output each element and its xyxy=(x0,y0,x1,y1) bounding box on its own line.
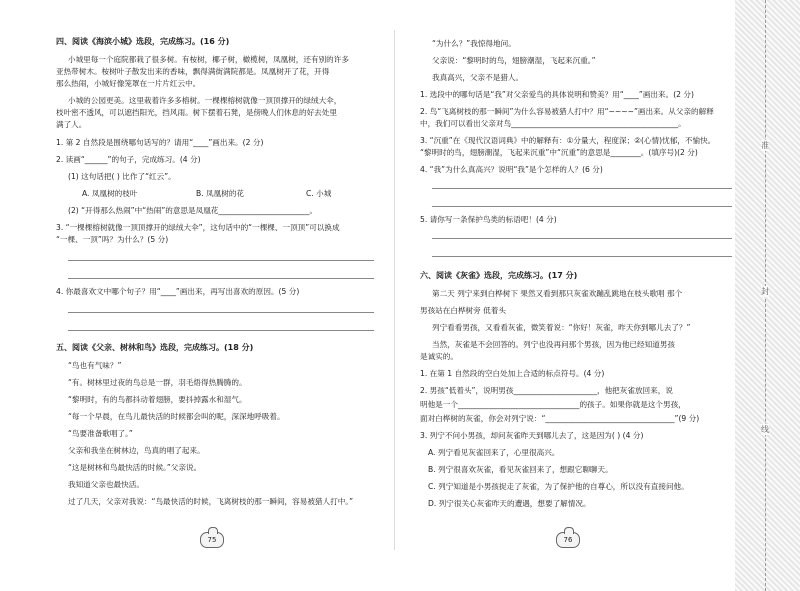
passage-line: “这是树林和鸟最快活的时候。”父亲说。 xyxy=(68,463,202,472)
question-1: 1. 在第 1 自然段的空白处加上合适的标点符号。(4 分) xyxy=(420,369,605,378)
passage-line: “鸟要准备歌唱了。” xyxy=(68,429,133,438)
paragraph-line: 小城里每一个庭院都栽了很多树。有桉树，椰子树，橄榄树，凤凰树，还有别的许多 xyxy=(68,55,349,64)
question-4: 4. 你最喜欢文中哪个句子？用“____”画出来，再写出喜欢的原因。(5 分) xyxy=(56,287,300,296)
answer-line[interactable] xyxy=(68,260,374,261)
binding-mark: 封 xyxy=(761,287,769,296)
question-4: 4. “我”为什么真高兴？说明“我”是个怎样的人？(6 分) xyxy=(420,165,603,174)
option-b[interactable]: B. 列宁很喜欢灰雀，看见灰雀回来了，想跟它聊聊天。 xyxy=(428,465,613,474)
passage-line: 父亲和我坐在树林边，鸟真的唱了起来。 xyxy=(68,446,205,455)
question-3: 3. “沉重”在《现代汉语词典》中的解释有：①分量大，程度深；②(心情)忧郁，不愉快。 xyxy=(420,136,716,145)
section-6-title: 六、阅读《灰雀》选段，完成练习。(17 分) xyxy=(420,271,578,280)
page-number: 75 xyxy=(200,532,224,548)
paragraph-line: 亚热带树木。桉树叶子散发出来的香味，飘得满街满院都是。凤凰树开了花，开得 xyxy=(56,67,330,76)
passage-line: “有。树林里过夜的鸟总是一群，羽毛焐得热腾腾的。 xyxy=(68,378,247,387)
option-c[interactable]: C. 小城 xyxy=(306,189,332,198)
option-d[interactable]: D. 列宁很关心灰雀昨天的遭遇，想要了解情况。 xyxy=(428,499,591,508)
passage-line: 父亲说：“黎明时的鸟，翅膀潮湿，飞起来沉重。” xyxy=(432,56,596,65)
answer-line[interactable] xyxy=(432,256,732,257)
answer-line[interactable] xyxy=(432,206,732,207)
option-a[interactable]: A. 凤凰树的枝叶 xyxy=(82,189,138,198)
binding-strip xyxy=(735,0,800,591)
answer-line[interactable] xyxy=(432,238,732,239)
passage-line: 男孩站在白桦树旁 低着头 xyxy=(420,306,506,315)
option-b[interactable]: B. 凤凰树的花 xyxy=(196,189,245,198)
answer-line[interactable] xyxy=(68,330,374,331)
question-2: 2. 男孩“低着头”，说明男孩______________________，他把灰雀放回来，说 xyxy=(420,386,673,395)
option-c[interactable]: C. 列宁知道是小男孩捉走了灰雀，为了保护他的自尊心，所以没有直接问他。 xyxy=(428,482,689,491)
answer-line[interactable] xyxy=(68,278,374,279)
paragraph-line: 枝叶密不透风，可以遮挡阳光，挡风雨。树下摆着石凳，是傍晚人们休息的好去处里 xyxy=(56,108,337,117)
question-2-1: (1) 这句话把( ) 比作了“红云”。 xyxy=(68,172,176,181)
passage-line: 当然，灰雀是不会回答的。列宁也没再问那个男孩，因为他已经知道男孩 xyxy=(432,340,675,349)
passage-line: 列宁看看男孩，又看看灰雀，微笑着说：“你好！灰雀，昨天你到哪儿去了？” xyxy=(432,323,691,332)
paragraph-line: 那么热闹，小城好像笼罩在一片片红云中。 xyxy=(56,79,201,88)
page-number: 76 xyxy=(556,532,580,548)
question-3: 3. 列宁不问小男孩，却问灰雀昨天到哪儿去了，这是因为( ) (4 分) xyxy=(420,431,644,440)
answer-line[interactable] xyxy=(68,312,374,313)
page-divider xyxy=(394,30,395,550)
binding-mark: 线 xyxy=(761,425,769,434)
passage-line: 我知道父亲也最快活。 xyxy=(68,480,144,489)
passage-line: “为什么？”我惊得地问。 xyxy=(432,39,516,48)
question-2-cont: 中，我们可以看出父亲对鸟____________________________________________。 xyxy=(420,119,686,128)
binding-mark: 准 xyxy=(761,141,769,150)
passage-line: “鸟也有气味？” xyxy=(68,361,122,370)
question-2-cont: 明他是一个________________________________的孩子。如果你就是这个男孩， xyxy=(420,400,686,409)
question-2-2: (2) “开得那么热闹”中“热闹”的意思是凤凰花________________________。 xyxy=(68,206,318,215)
paragraph-line: 满了人。 xyxy=(56,120,87,129)
answer-line[interactable] xyxy=(432,188,732,189)
section-4-title: 四、阅读《海滨小城》选段，完成练习。(16 分) xyxy=(56,37,230,46)
question-2: 2. 鸟“飞离树枝的那一瞬间”为什么容易被猎人打中？用“~~~~”画出来。从父亲的解释 xyxy=(420,107,714,116)
question-5: 5. 请你写一条保护鸟类的标语吧！(4 分) xyxy=(420,215,557,224)
passage-line: “每一个早晨，在鸟儿最快活的时候都会叫的呢，深深地呼吸着。 xyxy=(68,412,285,421)
passage-line: 我真高兴，父亲不是猎人。 xyxy=(432,73,524,82)
section-5-title: 五、阅读《父亲、树林和鸟》选段，完成练习。(18 分) xyxy=(56,343,254,352)
paragraph-line: 小城的公园更美。这里栽着许多多榕树。一棵棵榕树就像一顶顶撑开的绿绒大伞， xyxy=(68,96,342,105)
option-a[interactable]: A. 列宁看见灰雀回来了，心里很高兴。 xyxy=(428,448,560,457)
passage-line: 第二天 列宁来到白桦树下 果然又看到那只灰雀欢蹦乱跳地在枝头歌唱 那个 xyxy=(432,289,683,298)
question-1: 1. 第 2 自然段是围绕哪句话写的？请用“____”画出来。(2 分) xyxy=(56,138,264,147)
question-3-cont: “一棵、一顶”吗？为什么？(5 分) xyxy=(56,235,169,244)
question-1: 1. 选段中的哪句话是“我”对父亲爱鸟的具体说明和赞美？用“____”画出来。(2 分) xyxy=(420,90,694,99)
question-2-cont: 面对白桦树的灰雀，你会对列宁说：“__________________________________”(9 分) xyxy=(420,414,700,423)
question-3: 3. “一棵棵榕树就像一顶顶撑开的绿绒大伞”，这句话中的“一棵棵、一顶顶”可以换成 xyxy=(56,223,340,232)
passage-line: 过了几天，父亲对我说：“鸟最快活的时候，飞离树枝的那一瞬间，容易被猎人打中。” xyxy=(68,497,354,506)
passage-line: 是诚实的。 xyxy=(420,352,458,361)
passage-line: “黎明时，有的鸟都抖动着翅膀，要抖掉露水和湿气。 xyxy=(68,395,247,404)
question-2: 2. 读画“______”的句子，完成练习。(4 分) xyxy=(56,155,201,164)
question-3-cont: “黎明时的鸟，翅膀潮湿，飞起来沉重”中“沉重”的意思是________。(填序号)(2 分) xyxy=(420,148,698,157)
